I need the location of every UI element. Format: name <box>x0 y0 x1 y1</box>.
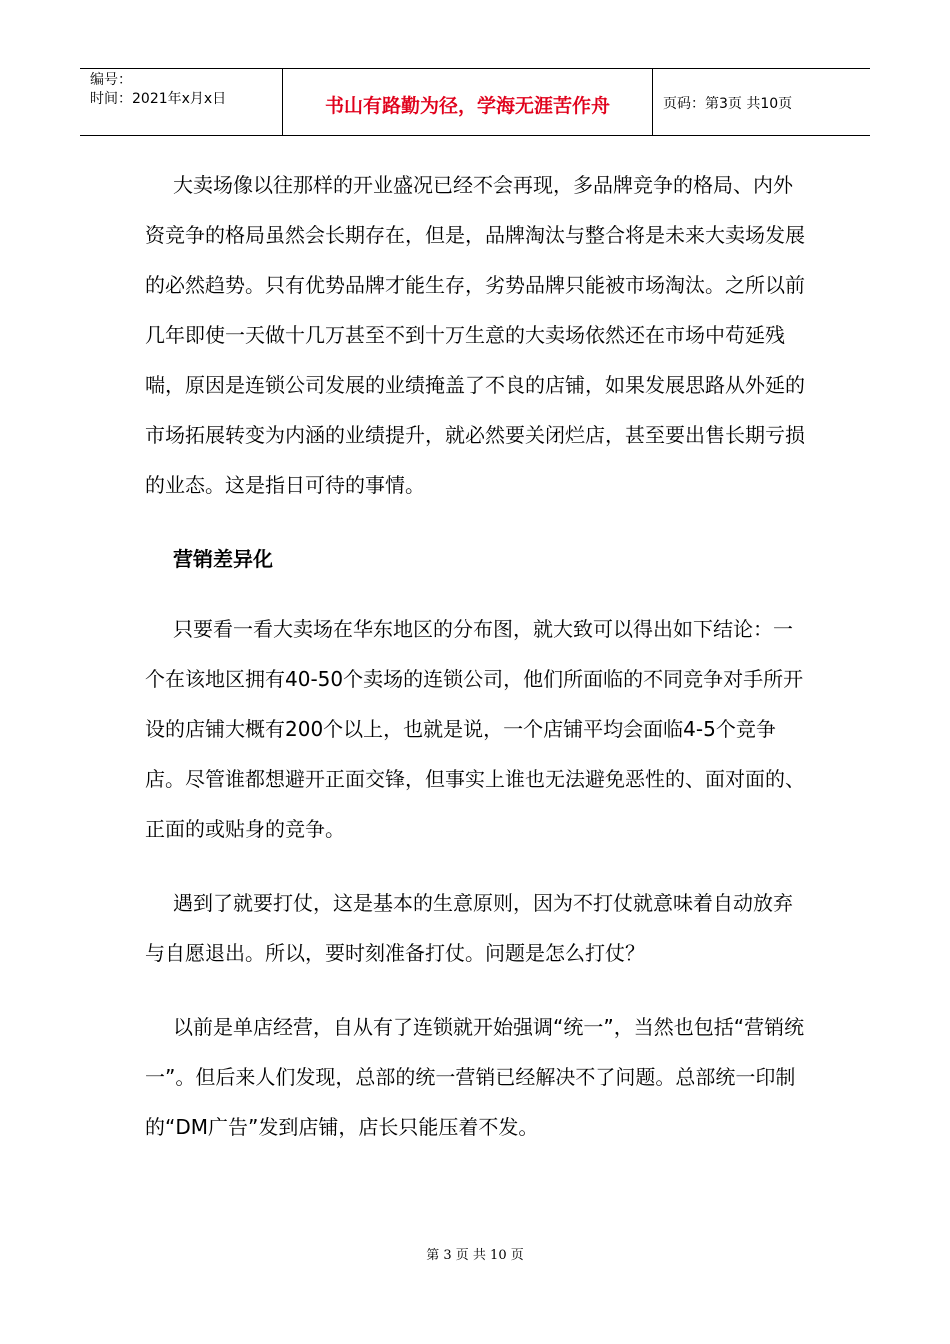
paragraph: 大卖场像以往那样的开业盛况已经不会再现，多品牌竞争的格局、内外资竞争的格局虽然会长期存在，但是，品牌淘汰与整合将是未来大卖场发展的必然趋势。只有优势品牌才能生存，劣势品牌只能被市场淘汰。之所以前几年即使一天做十几万甚至不到十万生意的大卖场依然还在市场中苟延残喘，原因是连锁公司发展的业绩掩盖了不良的店铺，如果发展思路从外延的市场拓展转变为内涵的业绩提升，就必然要关闭烂店，甚至要出售长期亏损的业态。这是指日可待的事情。 <box>145 173 805 497</box>
page-header <box>80 68 870 136</box>
paragraph: 以前是单店经营，自从有了连锁就开始强调“统一”，当然也包括“营销统一”。但后来人们发现，总部的统一营销已经解决不了问题。总部统一印制的“DM广告”发到店铺，店长只能压着不发。 <box>145 1015 805 1139</box>
header-meta <box>80 69 283 135</box>
paragraph: 遇到了就要打仗，这是基本的生意原则，因为不打仗就意味着自动放弃与自愿退出。所以，要时刻准备打仗。问题是怎么打仗？ <box>145 891 793 965</box>
header-motto: 书山有路勤为径，学海无涯苦作舟 <box>283 69 653 135</box>
document-body <box>145 160 805 1176</box>
paragraph: 只要看一看大卖场在华东地区的分布图，就大致可以得出如下结论：一个在该地区拥有40-50个卖场的连锁公司，他们所面临的不同竞争对手所开设的店铺大概有200个以上，也就是说，一个店铺平均会面临4-5个竞争店。尽管谁都想避开正面交锋，但事实上谁也无法避免恶性的、面对面的、正面的或贴身的竞争。 <box>145 617 805 841</box>
serial-label: 编号： <box>90 72 132 88</box>
time-label: 时间：2021年x月x日 <box>90 91 227 107</box>
page-footer: 第 3 页 共 10 页 <box>426 1248 524 1263</box>
section-heading: 营销差异化 <box>173 547 273 571</box>
header-page-info: 页码：第3页 共10页 <box>663 96 793 112</box>
